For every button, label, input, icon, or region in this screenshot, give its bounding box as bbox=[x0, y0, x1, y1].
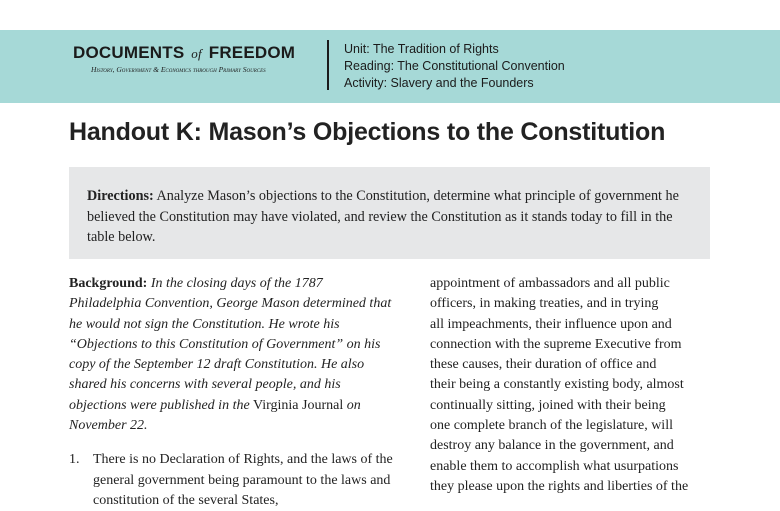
text-line: all impeachments, their influence upon and bbox=[430, 316, 672, 332]
directions-text: Analyze Mason’s objections to the Constitution, determine what principle of government he believed the Constitution may have violated, and review the Constitution as it stands today to fill in the table below. bbox=[87, 188, 679, 245]
reading-line: Reading: The Constitutional Convention bbox=[344, 59, 565, 73]
text-line: continually sitting, joined with their being bbox=[430, 397, 666, 413]
text-line: these causes, their duration of office and bbox=[430, 357, 657, 373]
activity-line: Activity: Slavery and the Founders bbox=[344, 76, 534, 90]
text-line: enable them to accomplish what usurpations bbox=[430, 458, 679, 474]
brand-title bbox=[73, 43, 313, 63]
header-divider bbox=[327, 40, 329, 90]
right-column bbox=[430, 274, 730, 497]
text-line: one complete branch of the legislature, will bbox=[430, 418, 673, 434]
brand-title-right: FREEDOM bbox=[208, 43, 296, 62]
list-item-text: There is no Declaration of Rights, and the laws of the general government being paramount to the laws and constitution of the several States, bbox=[93, 452, 393, 508]
brand-title-left: DOCUMENTS bbox=[73, 43, 185, 62]
background-journal: Virginia Journal bbox=[252, 397, 344, 413]
list-item-number: 1. bbox=[69, 452, 80, 468]
left-column bbox=[69, 274, 394, 511]
text-line: destroy any balance in the government, and bbox=[430, 438, 674, 454]
background-label: Background: bbox=[69, 276, 148, 291]
brand-subtitle: History, Government & Economics through Primary Sources bbox=[91, 65, 266, 74]
directions-label: Directions: bbox=[87, 188, 154, 204]
text-line: they please upon the rights and liberties of the bbox=[430, 478, 689, 494]
unit-info bbox=[344, 41, 565, 92]
text-line: connection with the supreme Executive from bbox=[430, 336, 682, 352]
text-line: officers, in making treaties, and in trying bbox=[430, 296, 659, 312]
background-text-end: on November 22. bbox=[69, 397, 361, 434]
background-paragraph bbox=[69, 274, 394, 436]
directions-box bbox=[69, 167, 710, 259]
text-line: appointment of ambassadors and all public bbox=[430, 276, 670, 291]
text-line: their being a constantly existing body, almost bbox=[430, 377, 684, 393]
header-banner bbox=[0, 30, 780, 103]
list-item bbox=[69, 450, 394, 511]
brand-title-of: of bbox=[191, 46, 202, 61]
brand-logo bbox=[73, 43, 313, 74]
unit-line: Unit: The Tradition of Rights bbox=[344, 42, 499, 56]
background-text: In the closing days of the 1787 Philadelphia Convention, George Mason determined that he would not sign the Constitution. He wrote his “Objections to this Constitution of Government” on his copy of the September 12 draft Constitution. He also shared his concerns with several people, and his objections were published in the bbox=[69, 276, 392, 413]
page-title: Handout K: Mason’s Objections to the Constitution bbox=[69, 118, 666, 146]
